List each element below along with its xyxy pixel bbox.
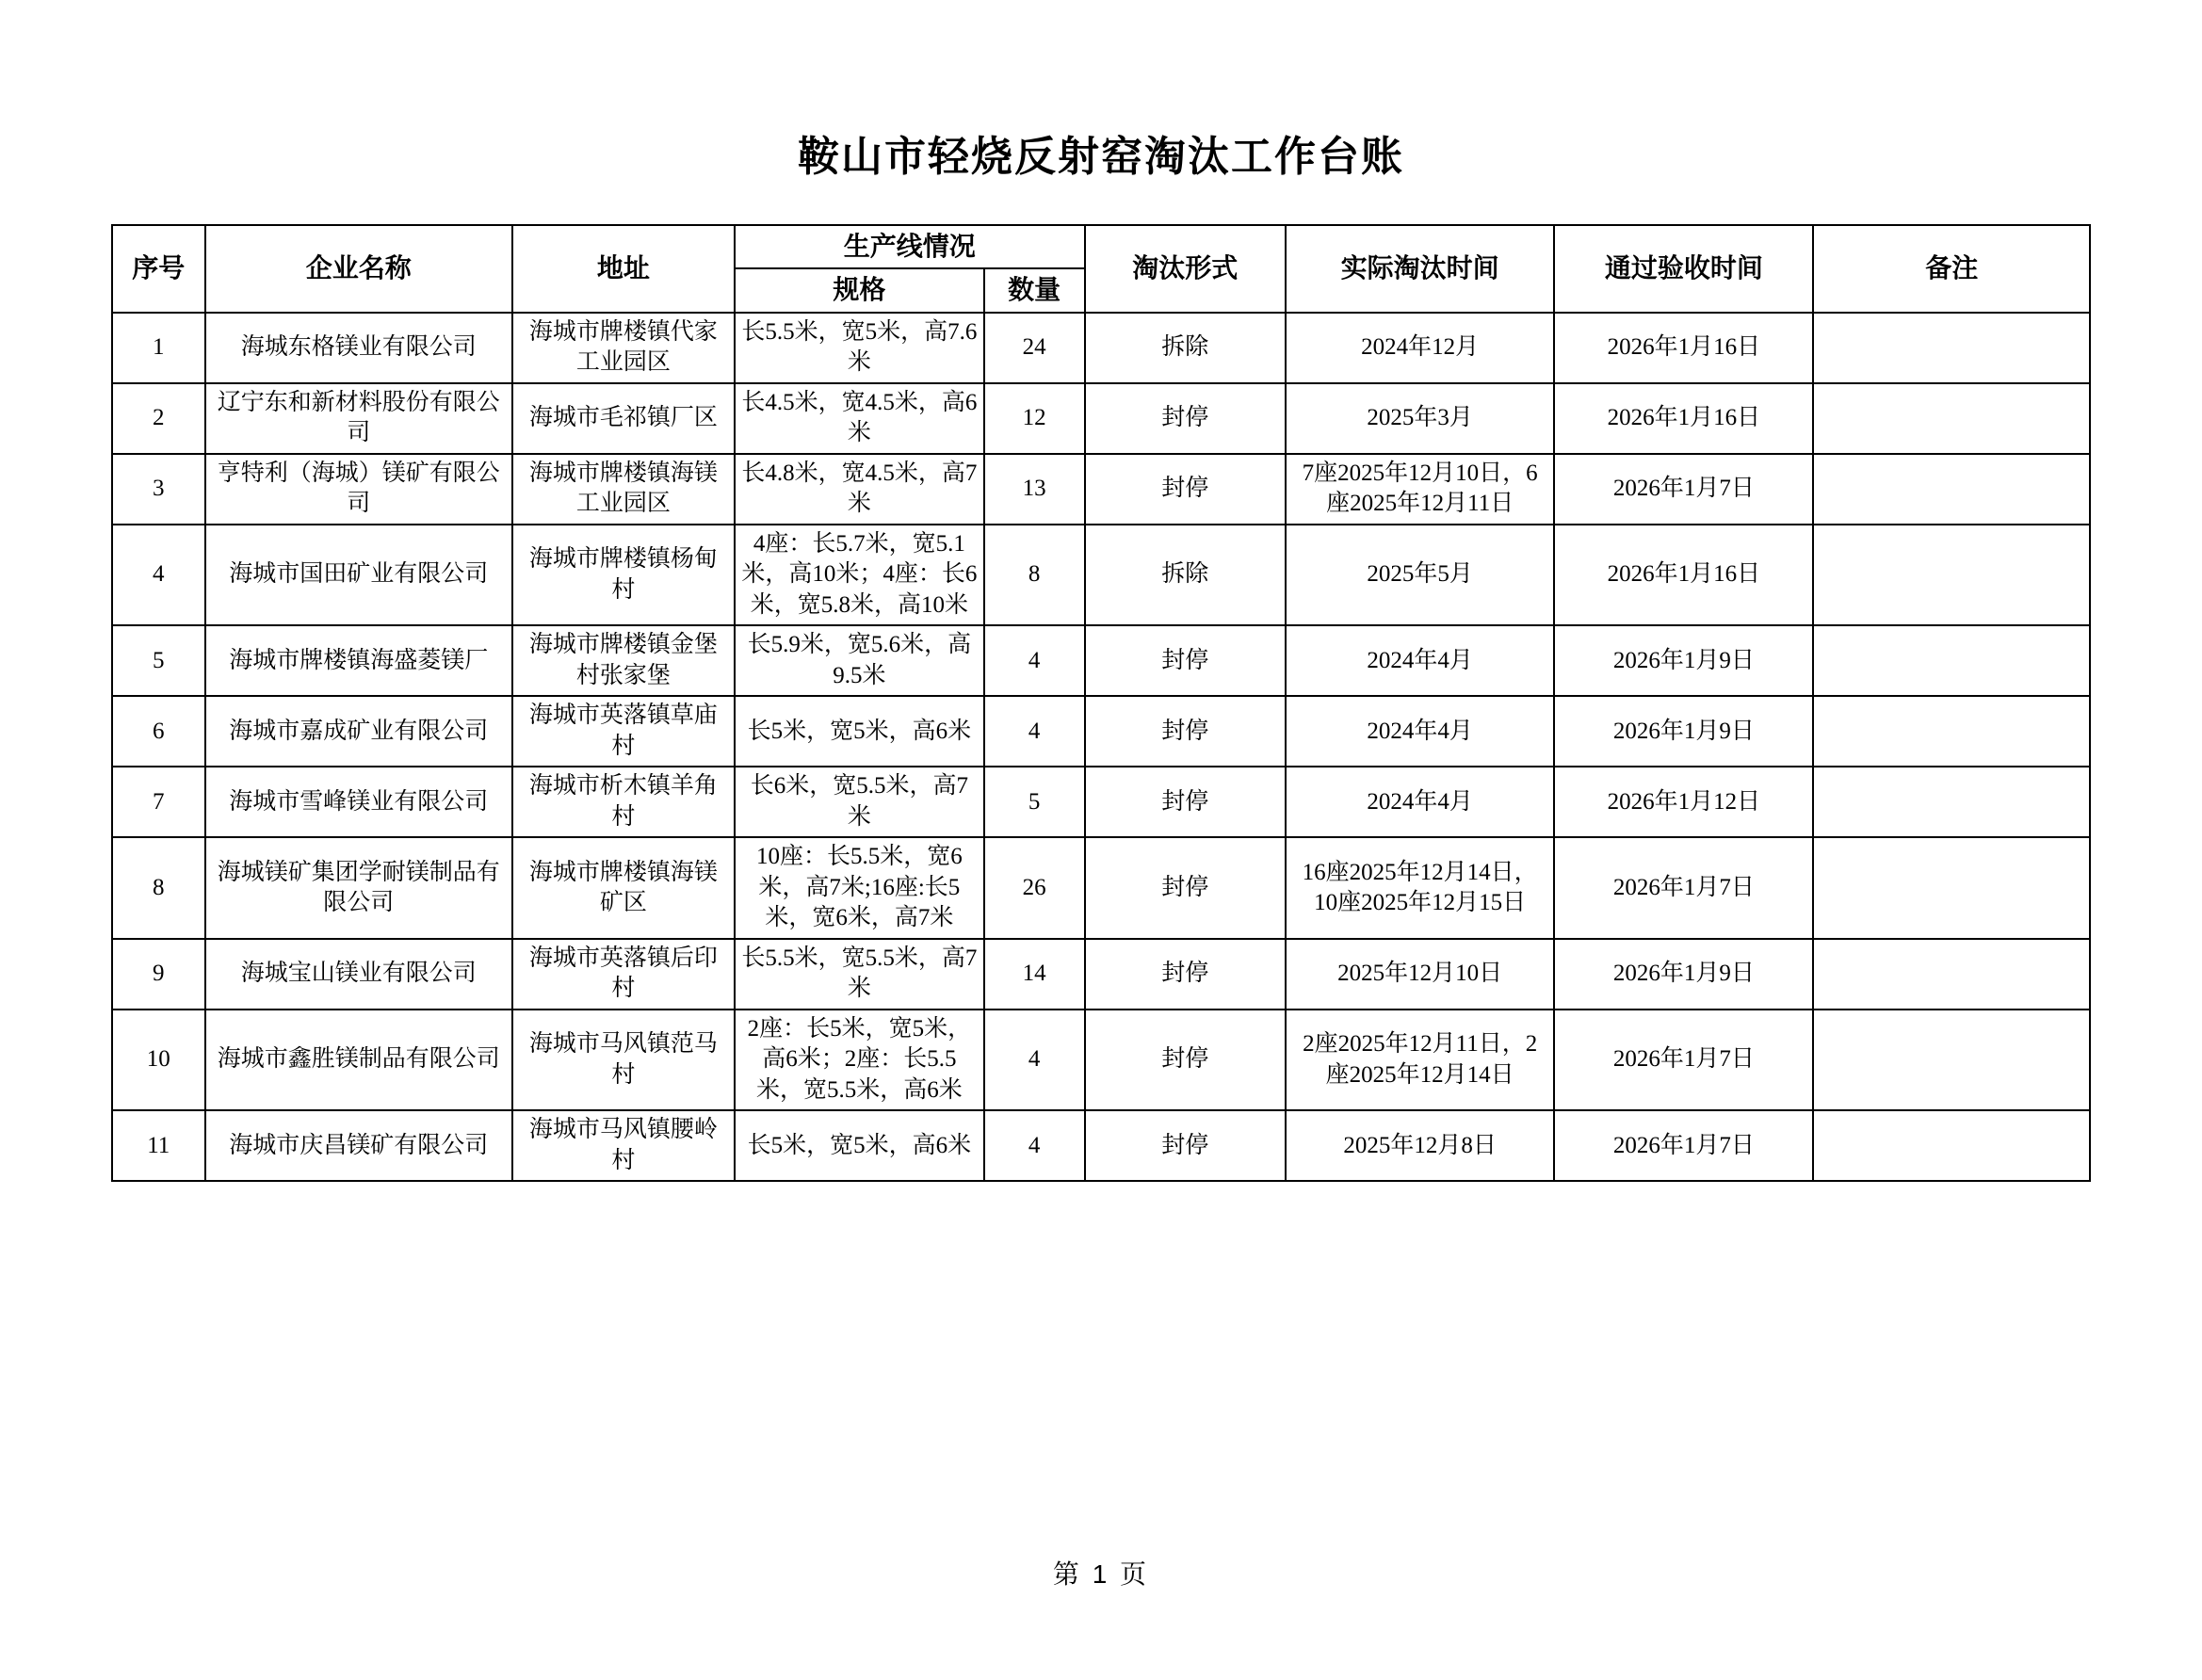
cell-acceptance-time: 2026年1月16日 bbox=[1554, 383, 1813, 454]
cell-address: 海城市析木镇羊角村 bbox=[512, 767, 735, 837]
table-row bbox=[112, 625, 2090, 696]
cell-actual-time: 2025年3月 bbox=[1286, 383, 1554, 454]
cell-remark bbox=[1813, 939, 2090, 1010]
cell-quantity: 4 bbox=[984, 1010, 1085, 1111]
cell-form: 封停 bbox=[1085, 1010, 1286, 1111]
cell-spec: 长5.5米，宽5.5米，高7米 bbox=[735, 939, 984, 1010]
header-quantity: 数量 bbox=[984, 268, 1085, 312]
cell-actual-time: 2024年4月 bbox=[1286, 696, 1554, 767]
cell-remark bbox=[1813, 383, 2090, 454]
cell-quantity: 26 bbox=[984, 837, 1085, 939]
cell-spec: 长5.5米，宽5米，高7.6米 bbox=[735, 313, 984, 383]
table-row bbox=[112, 1110, 2090, 1181]
header-acceptance-time: 通过验收时间 bbox=[1554, 225, 1813, 313]
cell-spec: 长6米，宽5.5米，高7米 bbox=[735, 767, 984, 837]
cell-company: 海城市庆昌镁矿有限公司 bbox=[205, 1110, 512, 1181]
header-index: 序号 bbox=[112, 225, 205, 313]
cell-company: 海城市雪峰镁业有限公司 bbox=[205, 767, 512, 837]
cell-remark bbox=[1813, 767, 2090, 837]
cell-address: 海城市牌楼镇海镁工业园区 bbox=[512, 454, 735, 525]
cell-address: 海城市牌楼镇海镁矿区 bbox=[512, 837, 735, 939]
table-row bbox=[112, 454, 2090, 525]
cell-address: 海城市牌楼镇杨甸村 bbox=[512, 525, 735, 626]
table-row bbox=[112, 1010, 2090, 1111]
table-header bbox=[112, 225, 2090, 313]
cell-spec: 长5.9米，宽5.6米，高9.5米 bbox=[735, 625, 984, 696]
cell-remark bbox=[1813, 696, 2090, 767]
ledger-table-container bbox=[111, 224, 2091, 1182]
cell-index: 5 bbox=[112, 625, 205, 696]
cell-remark bbox=[1813, 1110, 2090, 1181]
header-elimination-form: 淘汰形式 bbox=[1085, 225, 1286, 313]
cell-address: 海城市马风镇范马村 bbox=[512, 1010, 735, 1111]
cell-acceptance-time: 2026年1月7日 bbox=[1554, 1010, 1813, 1111]
cell-acceptance-time: 2026年1月9日 bbox=[1554, 625, 1813, 696]
cell-form: 拆除 bbox=[1085, 313, 1286, 383]
cell-actual-time: 2025年12月10日 bbox=[1286, 939, 1554, 1010]
cell-actual-time: 2024年4月 bbox=[1286, 767, 1554, 837]
cell-form: 封停 bbox=[1085, 767, 1286, 837]
header-remark: 备注 bbox=[1813, 225, 2090, 313]
cell-acceptance-time: 2026年1月7日 bbox=[1554, 454, 1813, 525]
cell-actual-time: 2024年4月 bbox=[1286, 625, 1554, 696]
table-row bbox=[112, 525, 2090, 626]
header-company: 企业名称 bbox=[205, 225, 512, 313]
cell-acceptance-time: 2026年1月9日 bbox=[1554, 696, 1813, 767]
cell-address: 海城市毛祁镇厂区 bbox=[512, 383, 735, 454]
header-spec: 规格 bbox=[735, 268, 984, 312]
page-footer: 第 1 页 bbox=[1052, 1559, 1150, 1589]
cell-company: 亨特利（海城）镁矿有限公司 bbox=[205, 454, 512, 525]
cell-index: 3 bbox=[112, 454, 205, 525]
cell-index: 2 bbox=[112, 383, 205, 454]
cell-quantity: 24 bbox=[984, 313, 1085, 383]
cell-address: 海城市英落镇后印村 bbox=[512, 939, 735, 1010]
table-body bbox=[112, 313, 2090, 1182]
header-actual-time: 实际淘汰时间 bbox=[1286, 225, 1554, 313]
table-row bbox=[112, 696, 2090, 767]
cell-remark bbox=[1813, 1010, 2090, 1111]
page-title: 鞍山市轻烧反射窑淘汰工作台账 bbox=[798, 134, 1404, 180]
cell-spec: 长5米，宽5米，高6米 bbox=[735, 696, 984, 767]
header-line-group: 生产线情况 bbox=[735, 225, 1085, 268]
cell-acceptance-time: 2026年1月16日 bbox=[1554, 525, 1813, 626]
cell-index: 11 bbox=[112, 1110, 205, 1181]
cell-address: 海城市英落镇草庙村 bbox=[512, 696, 735, 767]
cell-quantity: 4 bbox=[984, 1110, 1085, 1181]
cell-index: 7 bbox=[112, 767, 205, 837]
cell-index: 9 bbox=[112, 939, 205, 1010]
cell-quantity: 13 bbox=[984, 454, 1085, 525]
cell-remark bbox=[1813, 837, 2090, 939]
cell-remark bbox=[1813, 313, 2090, 383]
cell-form: 封停 bbox=[1085, 939, 1286, 1010]
cell-quantity: 5 bbox=[984, 767, 1085, 837]
cell-quantity: 4 bbox=[984, 625, 1085, 696]
header-address: 地址 bbox=[512, 225, 735, 313]
cell-index: 4 bbox=[112, 525, 205, 626]
cell-actual-time: 2025年5月 bbox=[1286, 525, 1554, 626]
cell-actual-time: 2025年12月8日 bbox=[1286, 1110, 1554, 1181]
cell-form: 封停 bbox=[1085, 625, 1286, 696]
document-page bbox=[0, 122, 2202, 1680]
cell-company: 辽宁东和新材料股份有限公司 bbox=[205, 383, 512, 454]
table-row bbox=[112, 767, 2090, 837]
cell-remark bbox=[1813, 454, 2090, 525]
cell-index: 8 bbox=[112, 837, 205, 939]
cell-form: 封停 bbox=[1085, 454, 1286, 525]
cell-company: 海城市嘉成矿业有限公司 bbox=[205, 696, 512, 767]
cell-spec: 2座：长5米，宽5米，高6米；2座：长5.5米，宽5.5米，高6米 bbox=[735, 1010, 984, 1111]
cell-spec: 长5米，宽5米，高6米 bbox=[735, 1110, 984, 1181]
cell-spec: 长4.8米，宽4.5米，高7米 bbox=[735, 454, 984, 525]
cell-actual-time: 2024年12月 bbox=[1286, 313, 1554, 383]
cell-form: 封停 bbox=[1085, 383, 1286, 454]
cell-address: 海城市马风镇腰岭村 bbox=[512, 1110, 735, 1181]
cell-company: 海城市鑫胜镁制品有限公司 bbox=[205, 1010, 512, 1111]
cell-actual-time: 7座2025年12月10日，6座2025年12月11日 bbox=[1286, 454, 1554, 525]
header-row-top bbox=[112, 225, 2090, 268]
cell-quantity: 12 bbox=[984, 383, 1085, 454]
cell-index: 6 bbox=[112, 696, 205, 767]
cell-acceptance-time: 2026年1月12日 bbox=[1554, 767, 1813, 837]
cell-acceptance-time: 2026年1月16日 bbox=[1554, 313, 1813, 383]
cell-form: 拆除 bbox=[1085, 525, 1286, 626]
cell-company: 海城镁矿集团学耐镁制品有限公司 bbox=[205, 837, 512, 939]
cell-spec: 10座：长5.5米，宽6米，高7米;16座:长5米，宽6米，高7米 bbox=[735, 837, 984, 939]
cell-remark bbox=[1813, 525, 2090, 626]
cell-quantity: 4 bbox=[984, 696, 1085, 767]
ledger-table bbox=[111, 224, 2091, 1182]
cell-remark bbox=[1813, 625, 2090, 696]
cell-form: 封停 bbox=[1085, 837, 1286, 939]
cell-acceptance-time: 2026年1月9日 bbox=[1554, 939, 1813, 1010]
cell-address: 海城市牌楼镇代家工业园区 bbox=[512, 313, 735, 383]
cell-form: 封停 bbox=[1085, 696, 1286, 767]
cell-address: 海城市牌楼镇金堡村张家堡 bbox=[512, 625, 735, 696]
cell-index: 10 bbox=[112, 1010, 205, 1111]
cell-company: 海城宝山镁业有限公司 bbox=[205, 939, 512, 1010]
table-row bbox=[112, 837, 2090, 939]
cell-actual-time: 2座2025年12月11日，2座2025年12月14日 bbox=[1286, 1010, 1554, 1111]
table-row bbox=[112, 383, 2090, 454]
cell-index: 1 bbox=[112, 313, 205, 383]
cell-company: 海城东格镁业有限公司 bbox=[205, 313, 512, 383]
table-row bbox=[112, 313, 2090, 383]
cell-form: 封停 bbox=[1085, 1110, 1286, 1181]
cell-actual-time: 16座2025年12月14日，10座2025年12月15日 bbox=[1286, 837, 1554, 939]
cell-spec: 长4.5米，宽4.5米，高6米 bbox=[735, 383, 984, 454]
cell-acceptance-time: 2026年1月7日 bbox=[1554, 1110, 1813, 1181]
table-row bbox=[112, 939, 2090, 1010]
cell-spec: 4座：长5.7米，宽5.1米，高10米；4座：长6米，宽5.8米，高10米 bbox=[735, 525, 984, 626]
cell-company: 海城市国田矿业有限公司 bbox=[205, 525, 512, 626]
cell-acceptance-time: 2026年1月7日 bbox=[1554, 837, 1813, 939]
cell-quantity: 14 bbox=[984, 939, 1085, 1010]
cell-quantity: 8 bbox=[984, 525, 1085, 626]
cell-company: 海城市牌楼镇海盛菱镁厂 bbox=[205, 625, 512, 696]
